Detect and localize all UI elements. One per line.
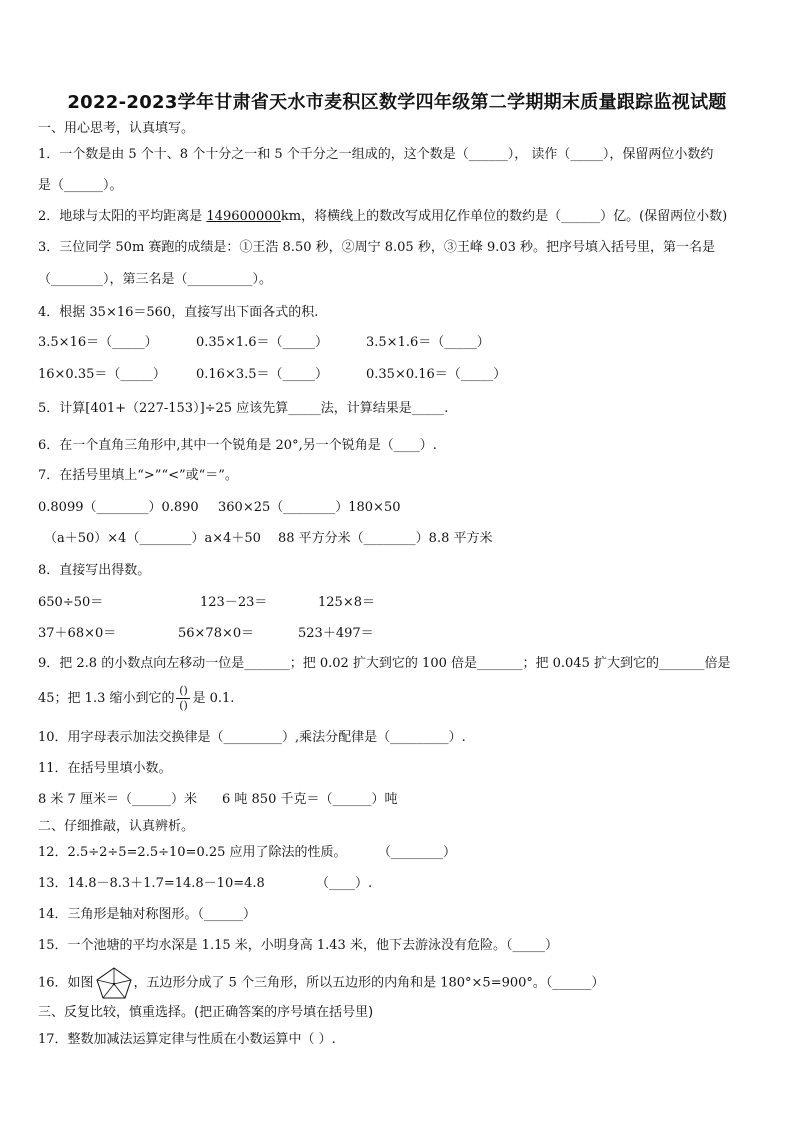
question-12-answer-blank: （________） [378,845,457,860]
question-2 [38,208,727,226]
question-8-row-1-item-2: 123－23＝ [200,595,268,610]
section-3-heading: 三、反复比较，慎重选择。(把正确答案的序号填在括号里) [38,1005,374,1020]
question-4-row-1-item-1: 3.5×16＝（_____） [38,335,158,350]
question-14: 14．三角形是轴对称图形。（______） [38,907,257,922]
page-title: 2022-2023学年甘肃省天水市麦积区数学四年级第二学期期末质量跟踪监视试题 [67,92,727,113]
question-12: 12．2.5÷2÷5=2.5÷10=0.25 应用了除法的性质。 [38,845,347,860]
question-4-row-1-item-2: 0.35×1.6＝（_____） [196,335,329,350]
question-13-answer-blank: （____）. [316,876,373,891]
question-11-item-1: 8 米 7 厘米＝（______）米 [38,792,197,807]
question-15: 15．一个池塘的平均水深是 1.15 米，小明身高 1.43 米，他下去游泳没有危险。（_____） [38,938,558,953]
question-7: 7．在括号里填上“>”“<”或“＝”。 [38,468,238,483]
question-13: 13．14.8－8.3＋1.7=14.8－10=4.8 [38,876,265,891]
question-8-row-2-item-1: 37＋68×0＝ [38,626,117,641]
fraction-numerator: () [179,684,188,697]
question-9-prefix: 45；把 1.3 缩小到它的 [38,691,175,706]
question-7-row-2-item-1: （a＋50）×4（________）a×4＋50 [44,531,261,546]
section-1-heading: 一、用心思考，认真填写。 [38,121,195,136]
question-1-line-2: 是（______）。 [38,178,123,193]
question-4-row-2-item-2: 0.16×3.5＝（_____） [196,367,329,382]
fraction-denominator: () [179,699,188,712]
question-8-row-2-item-2: 56×78×0＝ [178,626,255,641]
question-8-row-1-item-3: 125×8＝ [318,595,375,610]
question-4-row-2-item-1: 16×0.35＝（_____） [38,367,166,382]
question-9-line-1: 9．把 2.8 的小数点向左移动一位是_______；把 0.02 扩大到它的 100 倍是_______；把 0.045 扩大到它的_______倍是 [38,656,731,671]
question-11-item-2: 6 吨 850 千克＝（______）吨 [222,792,398,807]
question-7-row-2-item-2: 88 平方分米（________）8.8 平方米 [278,531,493,546]
question-3-line-2: （________），第三名是（__________）。 [38,272,273,287]
question-3-line-1: 3．三位同学 50m 赛跑的成绩是：①王浩 8.50 秒，②周宁 8.05 秒，③王峰 9.03 秒。把序号填入括号里，第一名是 [38,240,716,255]
question-7-row-1-item-2: 360×25（________）180×50 [218,500,401,515]
question-16-suffix: ，五边形分成了 5 个三角形，所以五边形的内角和是 180°×5=900°。（______） [133,975,605,991]
question-9-suffix: 是 0.1. [192,691,235,706]
question-10: 10．用字母表示加法交换律是（_________）,乘法分配律是（_________）. [38,730,466,745]
question-2-prefix: 2．地球与太阳的平均距离是 [38,209,207,224]
question-6: 6．在一个直角三角形中,其中一个锐角是 20°,另一个锐角是（____）. [38,438,437,453]
question-16 [38,966,604,1001]
question-4-row-2-item-3: 0.35×0.16＝（_____） [366,367,507,382]
question-11: 11．在括号里填小数。 [38,761,172,776]
question-8-row-1-item-1: 650÷50＝ [38,595,104,610]
question-5: 5．计算[401+（227-153）]÷25 应该先算_____法，计算结果是_____. [38,401,449,416]
section-2-heading: 二、仔细推敲，认真辨析。 [38,819,195,834]
question-1-line-1: 1．一个数是由 5 个十、8 个十分之一和 5 个千分之一组成的，这个数是（______）， 读作（_____），保留两位小数约 [38,147,714,162]
question-8: 8．直接写出得数。 [38,563,151,578]
question-2-underlined-number: 149600000 [206,209,281,224]
question-16-prefix: 16．如图 [38,975,94,991]
question-4: 4．根据 35×16＝560，直接写出下面各式的积. [38,305,319,320]
question-7-row-1-item-1: 0.8099（________）0.890 [38,500,199,515]
question-4-row-1-item-3: 3.5×1.6＝（_____） [366,335,490,350]
question-9-line-2 [38,684,234,714]
fraction-blank [176,685,190,712]
question-8-row-2-item-3: 523＋497＝ [298,626,374,641]
pentagon-figure-icon [94,966,134,1000]
question-17: 17．整数加减法运算定律与性质在小数运算中（ ）. [38,1032,336,1047]
question-2-suffix: km，将横线上的数改写成用亿作单位的数约是（______）亿。(保留两位小数) [280,209,728,224]
